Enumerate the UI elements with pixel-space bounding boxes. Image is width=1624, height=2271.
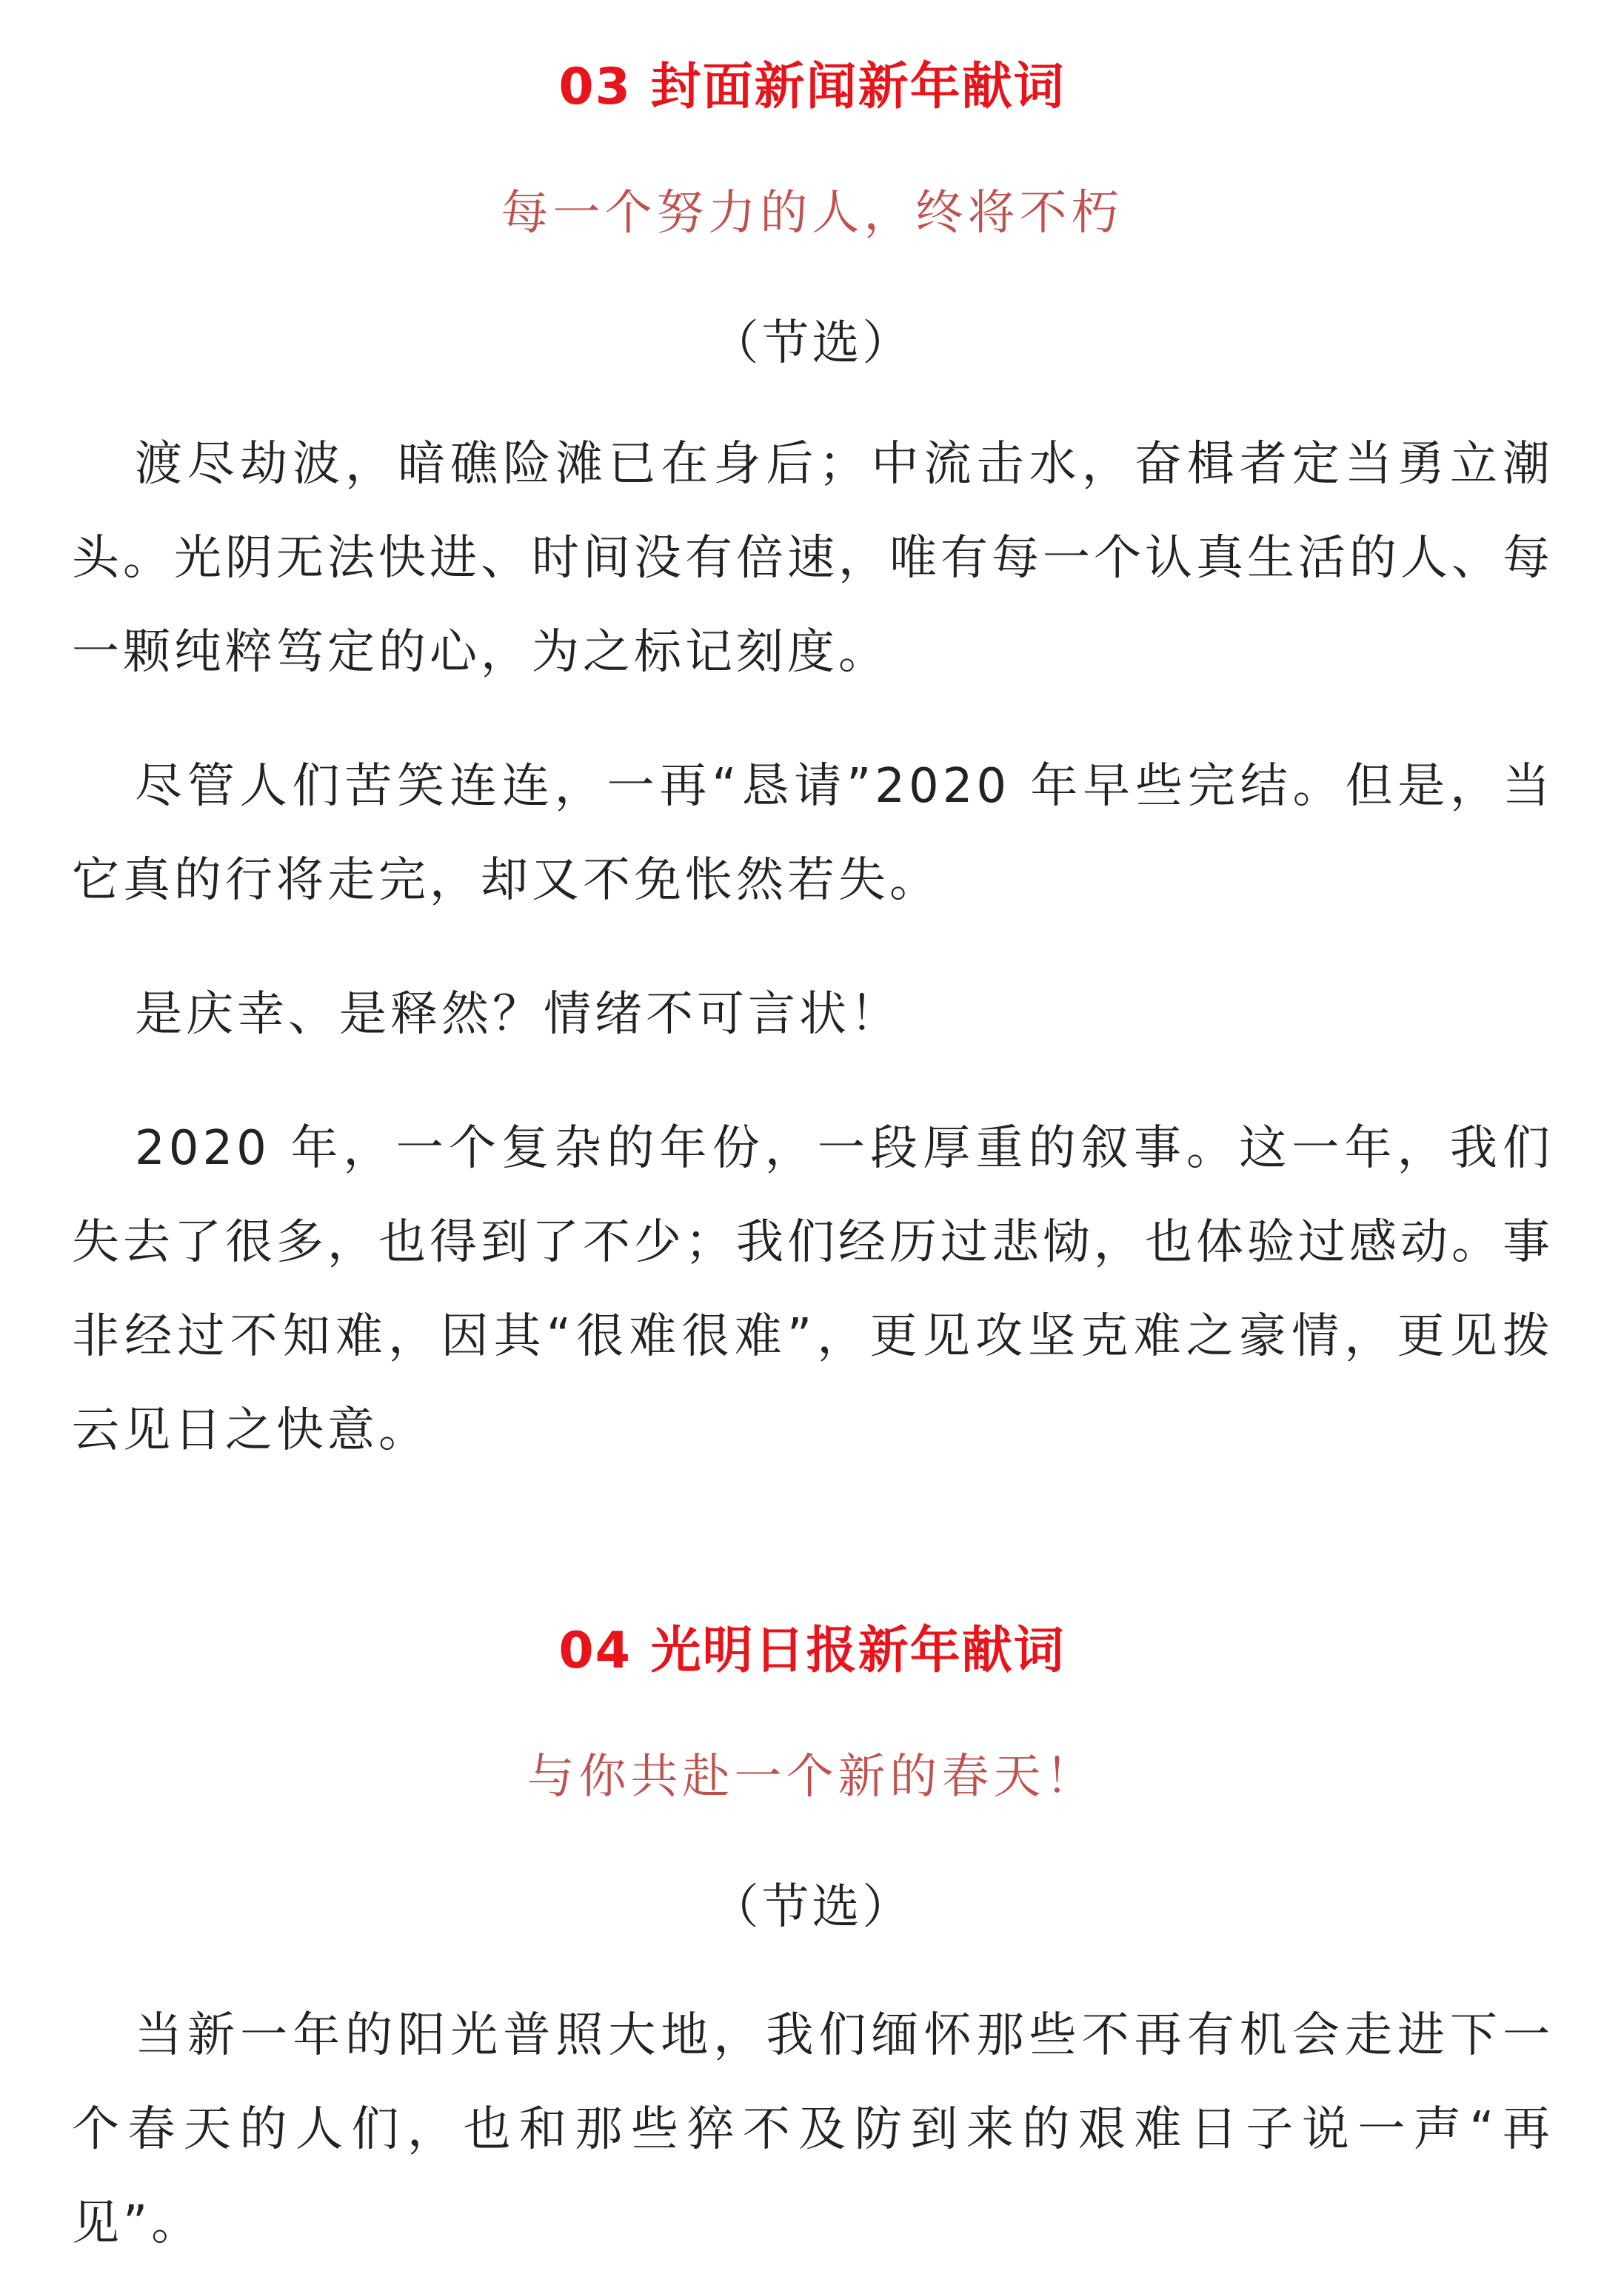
section-subheading: 每一个努力的人，终将不朽 <box>501 186 1123 241</box>
section-04 <box>0 1614 1624 2271</box>
paragraph: 尽管人们苦笑连连，一再“恳请”2020 年早些完结。但是，当它真的行将走完，却又不免怅然若失。 <box>72 759 1554 908</box>
paragraph: 是庆幸、是释然？情绪不可言状！ <box>135 987 901 1042</box>
section-heading: 03 封面新闻新年献词 <box>558 58 1066 116</box>
paragraph: 渡尽劫波，暗礁险滩已在身后；中流击水，奋楫者定当勇立潮头。光阴无法快进、时间没有倍速，唯有每一个认真生活的人、每一颗纯粹笃定的心，为之标记刻度。 <box>72 437 1554 680</box>
excerpt-note: （节选） <box>711 316 913 371</box>
section-heading: 04 光明日报新年献词 <box>558 1622 1066 1680</box>
paragraph: 当新一年的阳光普照大地，我们缅怀那些不再有机会走进下一个春天的人们，也和那些猝不及防到来的艰难日子说一声“再见”。 <box>72 2008 1554 2251</box>
section-03 <box>0 50 1624 1478</box>
section-subheading: 与你共赴一个新的春天！ <box>527 1750 1097 1805</box>
paragraph: 2020 年，一个复杂的年份，一段厚重的叙事。这一年，我们失去了很多，也得到了不少；我们经历过悲恸，也体验过感动。事非经过不知难，因其“很难很难”，更见攻坚克难之豪情，更见拨云见日之快意。 <box>72 1121 1554 1458</box>
excerpt-note: （节选） <box>711 1880 913 1935</box>
